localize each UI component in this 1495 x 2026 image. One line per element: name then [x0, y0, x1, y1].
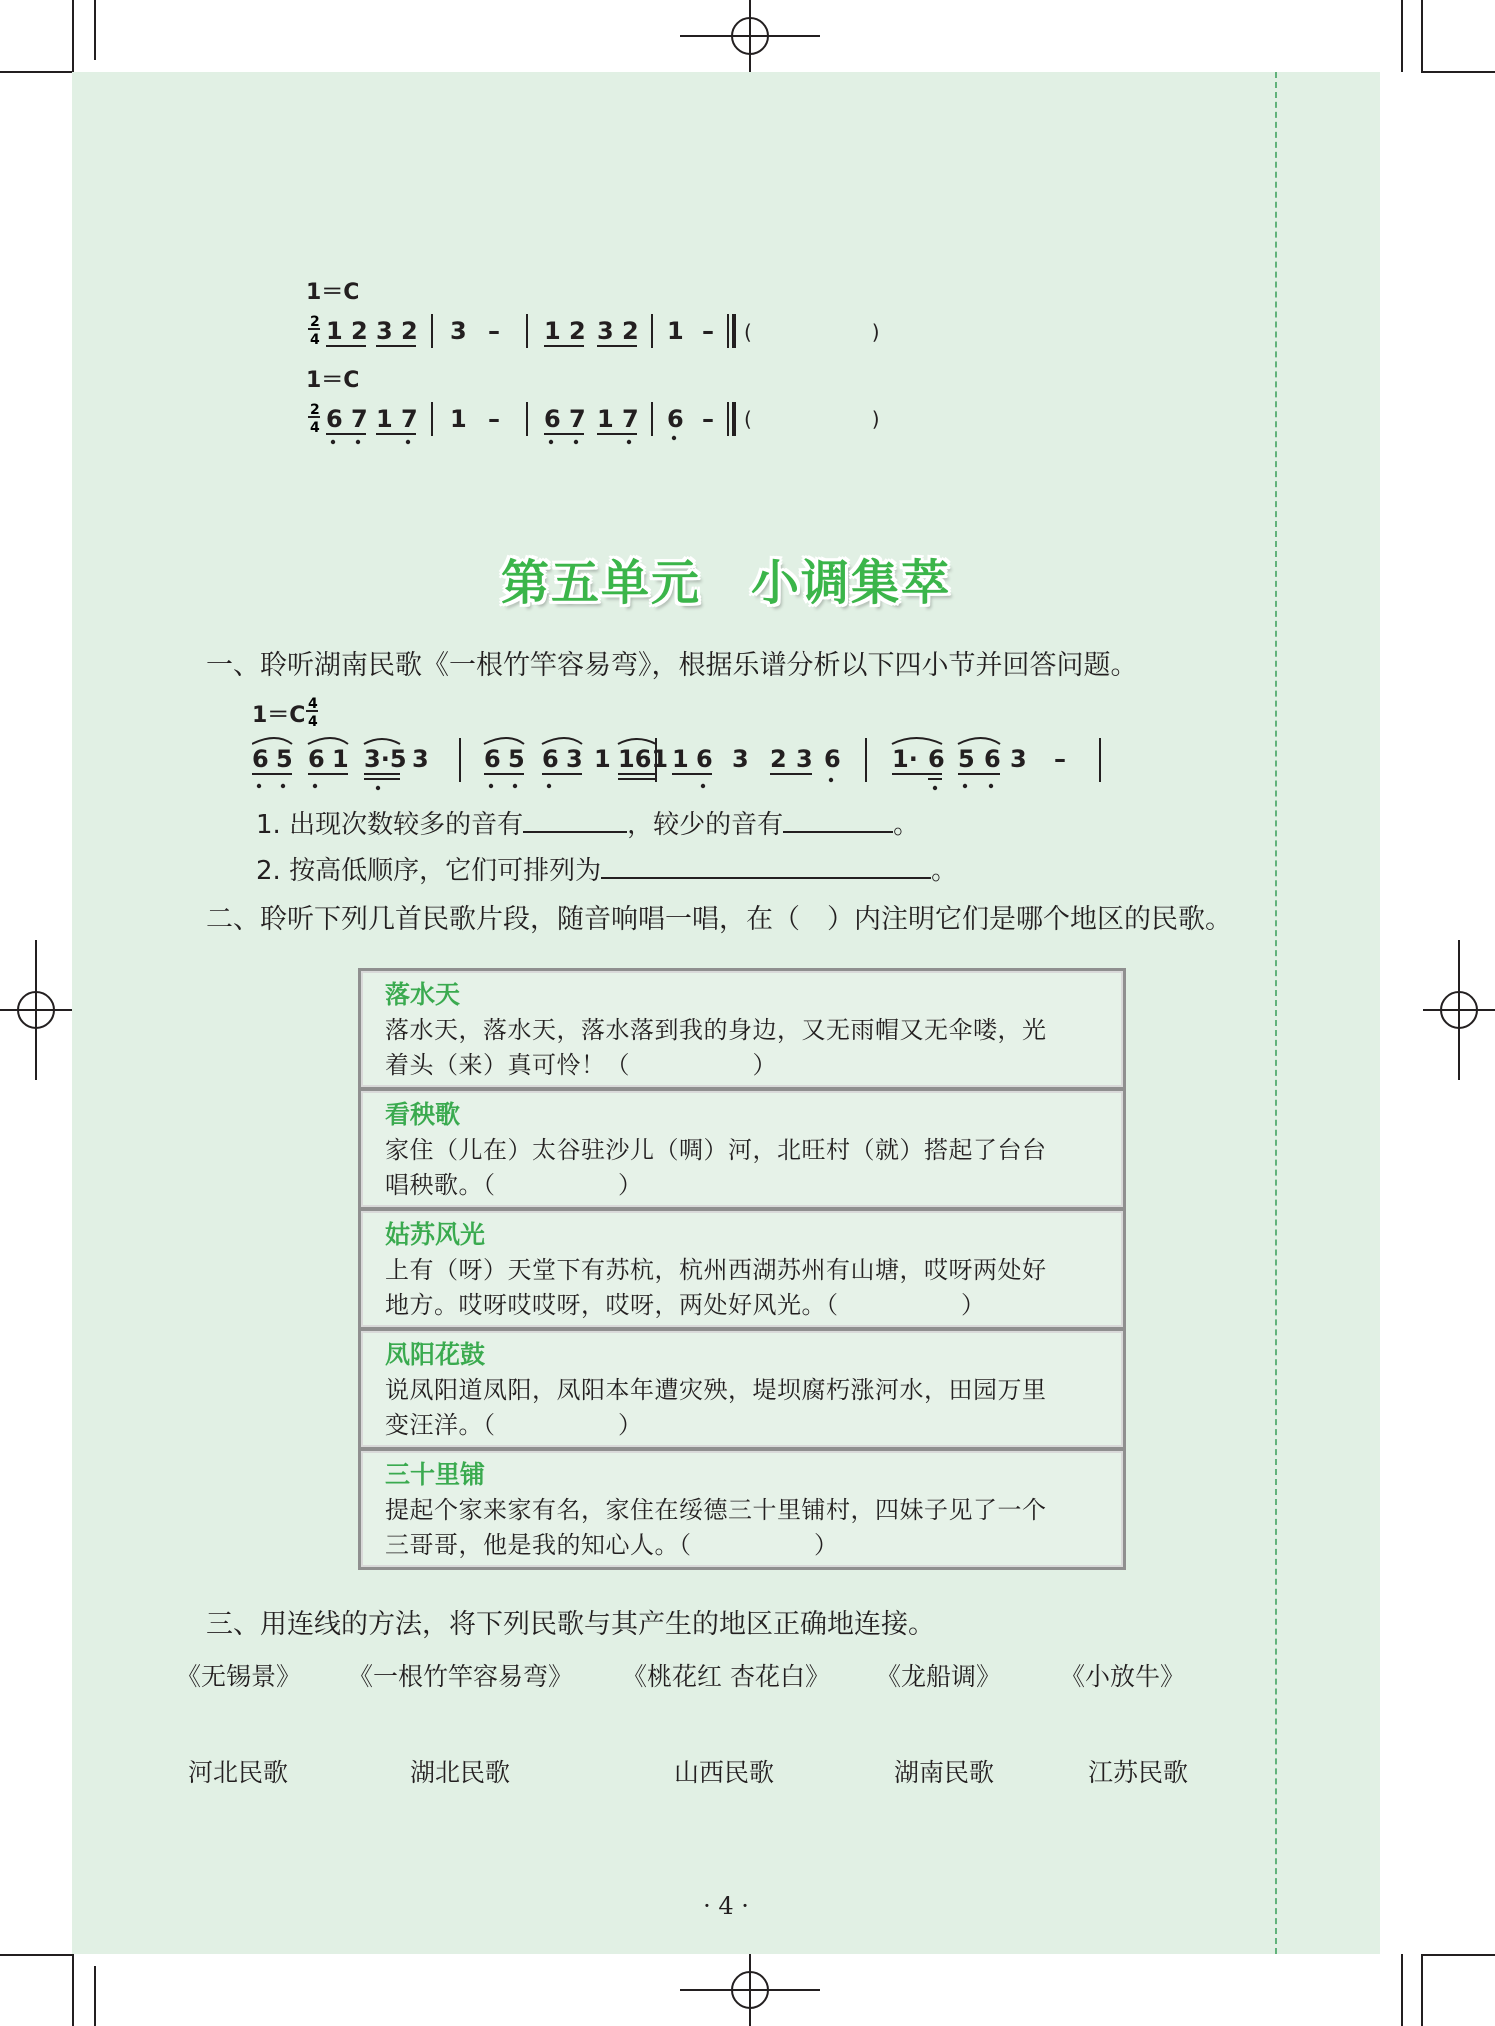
note: 2	[770, 745, 787, 773]
match-region[interactable]: 湖南民歌	[894, 1758, 995, 1787]
svg-text:4: 4	[310, 420, 320, 436]
song-title: 三十里铺	[385, 1460, 486, 1489]
song-title: 看秧歌	[385, 1100, 461, 1129]
song-lyrics	[385, 1133, 1105, 1203]
note: –	[702, 405, 714, 433]
note: 5	[958, 745, 975, 773]
answer-parens: ( )	[744, 407, 880, 431]
note: 6	[667, 405, 684, 433]
note: –	[702, 317, 714, 345]
crop-mark	[0, 71, 72, 73]
lyric-line: 变汪洋。（ ）	[385, 1411, 643, 1439]
q1-sub1-text-b: ，较少的音有	[627, 810, 784, 840]
note: 2	[569, 317, 586, 345]
note: 2	[401, 317, 418, 345]
lyric-line: 提起个家来家有名，家住在绥德三十里铺村，四妹子见了一个	[385, 1496, 1047, 1524]
match-song[interactable]: 《龙船调》	[876, 1662, 1002, 1691]
time-signature-top: 2	[310, 314, 320, 330]
question-3: 三、用连线的方法，将下列民歌与其产生的地区正确地连接。	[206, 1609, 935, 1640]
note: 1	[672, 745, 689, 773]
answer-parens: ( )	[744, 320, 880, 344]
lyric-line: 唱秧歌。（ ）	[385, 1171, 643, 1199]
note: 3	[450, 317, 467, 345]
q1-sub2-text-a: 2. 按高低顺序，它们可排列为	[256, 856, 602, 886]
song-lyrics	[385, 1493, 1105, 1563]
answer-blank[interactable]	[523, 805, 627, 833]
song-card	[358, 1328, 1126, 1450]
q1-sub2	[256, 850, 957, 887]
unit-title: 第五单元 小调集萃	[500, 555, 951, 611]
note: 7	[622, 405, 639, 433]
note: 3	[566, 745, 583, 773]
lyric-line: 地方。哎呀哎哎呀，哎呀，两处好风光。（ ）	[385, 1291, 986, 1319]
answer-blank[interactable]	[783, 805, 893, 833]
match-song[interactable]: 《一根竹竿容易弯》	[348, 1662, 574, 1691]
lyric-line: 说凤阳道凤阳，凤阳本年遭灾殃，堤坝腐朽涨河水，田园万里	[385, 1376, 1047, 1404]
note: 7	[401, 405, 418, 433]
note: 2	[351, 317, 368, 345]
q1-key: 1＝C	[252, 703, 306, 728]
note: 1	[594, 745, 611, 773]
note: 1·	[892, 745, 918, 773]
note: 1	[597, 405, 614, 433]
note: 2	[622, 317, 639, 345]
note: 1	[667, 317, 684, 345]
note: 6	[326, 405, 343, 433]
note: 6	[544, 405, 561, 433]
note: –	[1054, 745, 1066, 773]
crop-mark	[1421, 1954, 1423, 2026]
q1-sub1	[256, 804, 919, 841]
note: 6	[308, 745, 325, 773]
svg-text:4: 4	[308, 696, 318, 712]
note: –	[488, 317, 500, 345]
question-2: 二、聆听下列几首民歌片段，随音响唱一唱，在（ ）内注明它们是哪个地区的民歌。	[206, 904, 1232, 935]
note: 6	[252, 745, 269, 773]
lyric-line: 落水天，落水天，落水落到我的身边，又无雨帽又无伞喽，光	[385, 1016, 1047, 1044]
note: 7	[351, 405, 368, 433]
match-region[interactable]: 河北民歌	[188, 1758, 289, 1787]
note: 6	[928, 745, 945, 773]
note: 3	[1010, 745, 1027, 773]
registration-mark-top	[680, 0, 820, 72]
registration-mark-right	[1423, 940, 1495, 1080]
fold-line	[1275, 72, 1277, 1954]
note: 1	[332, 745, 349, 773]
crop-mark	[1421, 71, 1495, 73]
note: 3	[732, 745, 749, 773]
crop-mark	[0, 1954, 72, 1956]
note: 3	[597, 317, 614, 345]
song-lyrics	[385, 1373, 1105, 1443]
svg-text:4: 4	[308, 714, 318, 730]
q1-sub1-text-c: 。	[893, 810, 920, 840]
svg-text:4: 4	[310, 332, 320, 348]
song-card	[358, 968, 1126, 1090]
match-region[interactable]: 江苏民歌	[1088, 1758, 1189, 1787]
song-title: 姑苏风光	[385, 1220, 486, 1249]
note: 5	[508, 745, 525, 773]
note: 6	[984, 745, 1001, 773]
registration-mark-left	[0, 940, 72, 1080]
note: 7	[569, 405, 586, 433]
match-song[interactable]: 《无锡景》	[176, 1662, 302, 1691]
note: 6	[542, 745, 559, 773]
svg-text:2: 2	[310, 402, 320, 418]
note: 1	[450, 405, 467, 433]
song-card	[358, 1448, 1126, 1570]
question-1: 一、聆听湖南民歌《一根竹竿容易弯》，根据乐谱分析以下四小节并回答问题。	[206, 650, 1138, 681]
score-key: 1＝C	[306, 368, 360, 393]
match-song[interactable]: 《桃花红 杏花白》	[622, 1662, 830, 1691]
note: 3·5	[364, 745, 407, 773]
q1-sub2-text-b: 。	[931, 856, 958, 886]
match-region[interactable]: 山西民歌	[674, 1758, 775, 1787]
lyric-line: 着头（来）真可怜！（ ）	[385, 1051, 777, 1079]
crop-mark	[1421, 0, 1423, 72]
note: 6	[824, 745, 841, 773]
note: 3	[376, 317, 393, 345]
q1-score-staff	[252, 732, 1212, 802]
song-title: 凤阳花鼓	[385, 1340, 486, 1369]
crop-mark	[94, 1966, 96, 2026]
song-lyrics	[385, 1013, 1105, 1083]
answer-blank[interactable]	[601, 851, 931, 879]
note: 6	[484, 745, 501, 773]
note: 161	[618, 745, 669, 773]
crop-mark	[1421, 1954, 1495, 1956]
match-region[interactable]: 湖北民歌	[410, 1758, 511, 1787]
song-title: 落水天	[385, 980, 461, 1009]
note: 1	[326, 317, 343, 345]
note: –	[488, 405, 500, 433]
page-number: · 4 ·	[703, 1892, 749, 1920]
crop-mark	[94, 0, 96, 60]
crop-mark	[1401, 1954, 1403, 2026]
page	[72, 72, 1380, 1954]
song-card	[358, 1208, 1126, 1330]
match-song[interactable]: 《小放牛》	[1060, 1662, 1186, 1691]
registration-mark-bottom	[680, 1954, 820, 2026]
note: 5	[276, 745, 293, 773]
crop-mark	[72, 0, 74, 72]
score-key: 1＝C	[306, 280, 360, 305]
crop-mark	[1401, 0, 1403, 72]
lyric-line: 上有（呀）天堂下有苏杭，杭州西湖苏州有山塘，哎呀两处好	[385, 1256, 1047, 1284]
score-top-2	[72, 72, 1380, 472]
note: 1	[544, 317, 561, 345]
note: 1	[376, 405, 393, 433]
lyric-line: 三哥哥，他是我的知心人。（ ）	[385, 1531, 839, 1559]
q1-sub1-text-a: 1. 出现次数较多的音有	[256, 810, 524, 840]
note: 3	[412, 745, 429, 773]
song-card	[358, 1088, 1126, 1210]
song-lyrics	[385, 1253, 1105, 1323]
note: 3	[796, 745, 813, 773]
lyric-line: 家住（儿在）太谷驻沙儿（啁）河，北旺村（就）搭起了台台	[385, 1136, 1047, 1164]
crop-mark	[72, 1954, 74, 2026]
note: 6	[696, 745, 713, 773]
q1-time-signature	[304, 692, 334, 732]
